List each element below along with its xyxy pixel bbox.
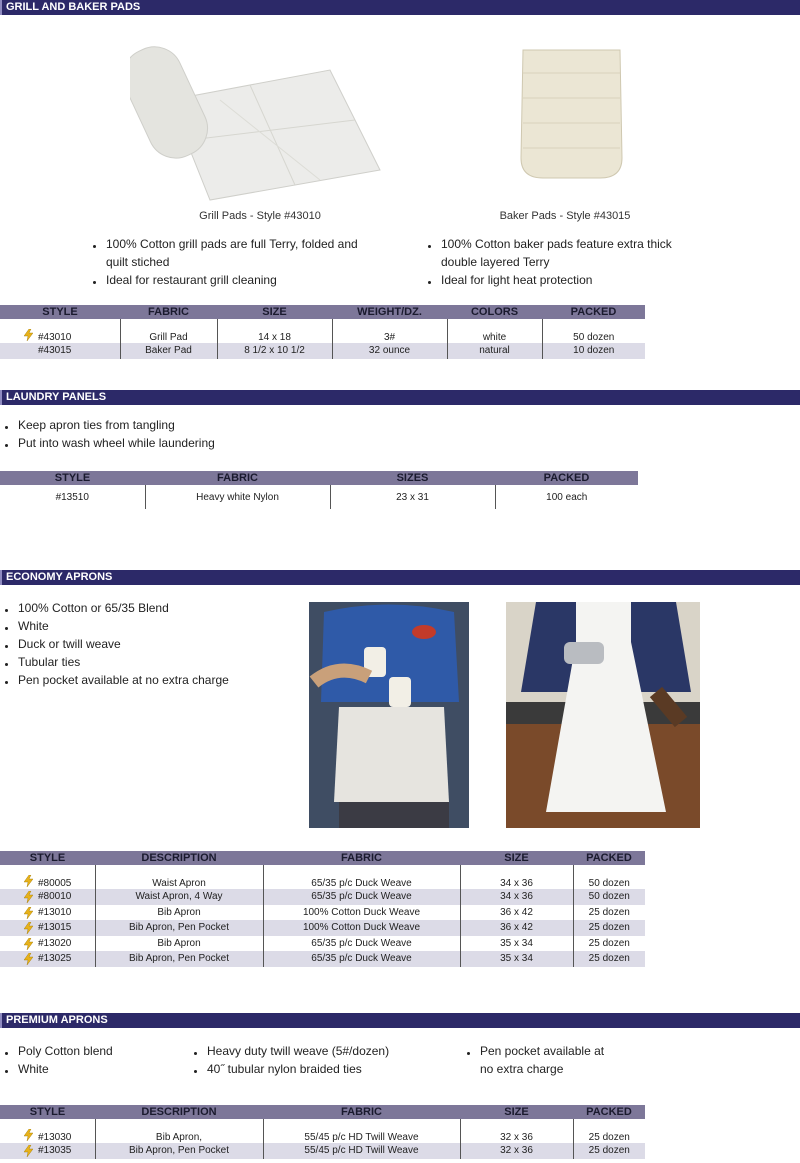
list-item: 100% Cotton or 65/35 Blend	[2, 599, 282, 617]
table-row: #13025 Bib Apron, Pen Pocket 65/35 p/c Duck Weave 35 x 34 25 dozen	[0, 951, 645, 967]
column-header: STYLE	[0, 305, 120, 319]
table-row: #43015 Baker Pad 8 1/2 x 10 1/2 32 ounce natural 10 dozen	[0, 343, 645, 359]
grill-bullets	[90, 235, 380, 289]
waist-apron-photo	[309, 602, 469, 828]
column-header: SIZES	[330, 471, 495, 485]
lightning-bolt-icon	[24, 875, 33, 887]
lightning-bolt-icon	[24, 329, 33, 341]
column-header: STYLE	[0, 1105, 95, 1119]
table-row: #13020 Bib Apron 65/35 p/c Duck Weave 35 x 34 25 dozen	[0, 936, 645, 952]
lightning-bolt-icon	[24, 907, 33, 919]
premium-bullets-col2	[191, 1042, 431, 1078]
list-item: Put into wash wheel while laundering	[2, 434, 302, 452]
grill-pad-image	[130, 30, 390, 205]
column-header: SIZE	[460, 1105, 573, 1119]
list-item: Keep apron ties from tangling	[2, 416, 302, 434]
economy-bullets	[2, 599, 282, 689]
premium-bullets-col1	[2, 1042, 162, 1078]
section-bar-laundry	[0, 390, 800, 405]
premium-table	[0, 1105, 645, 1159]
list-item: Poly Cotton blend	[2, 1042, 162, 1060]
list-item: Heavy duty twill weave (5#/dozen)	[191, 1042, 431, 1060]
section-title: LAUNDRY PANELS	[6, 391, 107, 403]
column-header: WEIGHT/DZ.	[332, 305, 447, 319]
column-header: FABRIC	[120, 305, 217, 319]
list-item: Pen pocket available at no extra charge	[464, 1042, 614, 1078]
lightning-bolt-icon	[24, 1129, 33, 1141]
column-header: SIZE	[217, 305, 332, 319]
lightning-bolt-icon	[24, 953, 33, 965]
list-item: White	[2, 617, 282, 635]
column-header: SIZE	[460, 851, 573, 865]
premium-bullets-col3	[464, 1042, 614, 1078]
list-item: 100% Cotton grill pads are full Terry, folded and quilt stiched	[90, 235, 380, 271]
laundry-bullets	[2, 416, 302, 452]
column-header: DESCRIPTION	[95, 851, 263, 865]
section-bar-economy	[0, 570, 800, 585]
section-title: ECONOMY APRONS	[6, 571, 113, 583]
list-item: Ideal for restaurant grill cleaning	[90, 271, 380, 289]
table-row: #43010 Grill Pad 14 x 18 3# white 50 dozen	[0, 319, 645, 343]
table-row: #13010 Bib Apron 100% Cotton Duck Weave 36 x 42 25 dozen	[0, 905, 645, 921]
column-header: DESCRIPTION	[95, 1105, 263, 1119]
table-row: #13015 Bib Apron, Pen Pocket 100% Cotton Duck Weave 36 x 42 25 dozen	[0, 920, 645, 936]
list-item: Ideal for light heat protection	[425, 271, 695, 289]
baker-bullets	[425, 235, 695, 289]
section-title: PREMIUM APRONS	[6, 1014, 108, 1026]
economy-table	[0, 851, 645, 967]
section-bar-premium	[0, 1013, 800, 1028]
grill-table	[0, 305, 645, 359]
laundry-table	[0, 471, 638, 509]
table-row: #80010 Waist Apron, 4 Way 65/35 p/c Duck Weave 34 x 36 50 dozen	[0, 889, 645, 905]
column-header: FABRIC	[263, 851, 460, 865]
column-header: COLORS	[447, 305, 542, 319]
section-title: GRILL AND BAKER PADS	[6, 1, 141, 13]
list-item: Pen pocket available at no extra charge	[2, 671, 282, 689]
column-header: FABRIC	[263, 1105, 460, 1119]
table-row: #13510 Heavy white Nylon 23 x 31 100 each	[0, 485, 638, 509]
baker-pad-image	[515, 48, 630, 183]
bib-apron-photo	[506, 602, 700, 828]
lightning-bolt-icon	[24, 891, 33, 903]
list-item: Tubular ties	[2, 653, 282, 671]
list-item: 100% Cotton baker pads feature extra thick double layered Terry	[425, 235, 695, 271]
list-item: White	[2, 1060, 162, 1078]
column-header: STYLE	[0, 851, 95, 865]
section-bar-grill	[0, 0, 800, 15]
list-item: Duck or twill weave	[2, 635, 282, 653]
column-header: PACKED	[573, 851, 645, 865]
list-item: 40˝ tubular nylon braided ties	[191, 1060, 431, 1078]
column-header: PACKED	[573, 1105, 645, 1119]
column-header: STYLE	[0, 471, 145, 485]
table-row: #13035 Bib Apron, Pen Pocket 55/45 p/c HD Twill Weave 32 x 36 25 dozen	[0, 1143, 645, 1159]
column-header: PACKED	[495, 471, 638, 485]
column-header: FABRIC	[145, 471, 330, 485]
table-row: #13030 Bib Apron, 55/45 p/c HD Twill Weave 32 x 36 25 dozen	[0, 1119, 645, 1143]
baker-pads-caption: Baker Pads - Style #43015	[499, 210, 631, 222]
table-row: #80005 Waist Apron 65/35 p/c Duck Weave 34 x 36 50 dozen	[0, 865, 645, 889]
lightning-bolt-icon	[24, 922, 33, 934]
lightning-bolt-icon	[24, 1145, 33, 1157]
grill-pads-caption: Grill Pads - Style #43010	[199, 210, 321, 222]
column-header: PACKED	[542, 305, 645, 319]
lightning-bolt-icon	[24, 938, 33, 950]
